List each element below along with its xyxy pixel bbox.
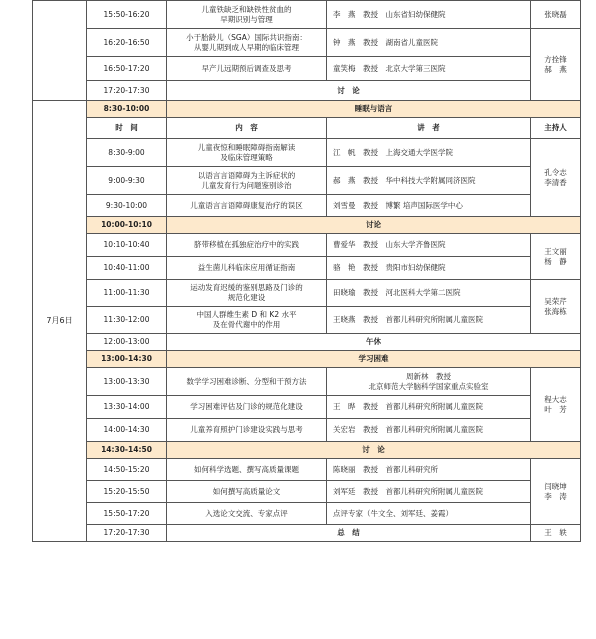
section-time: 10:00-10:10 bbox=[87, 217, 167, 234]
host-cell: 程大志 bbox=[544, 394, 567, 404]
header-content: 内 容 bbox=[167, 118, 327, 139]
time-cell: 11:00-11:30 bbox=[87, 280, 167, 307]
time-cell: 10:10-10:40 bbox=[87, 234, 167, 257]
table-row bbox=[33, 1, 581, 29]
content-cell: 早产儿远期预后调查及思考 bbox=[167, 57, 327, 81]
time-cell: 15:50-17:20 bbox=[87, 503, 167, 525]
speaker-cell: 王 晔 教授 首都儿科研究所附属儿童医院 bbox=[327, 396, 531, 419]
speaker-cell: 钟 燕 教授 湖南省儿童医院 bbox=[327, 29, 531, 57]
host-cell: 王 轶 bbox=[531, 525, 581, 542]
host-cell: 郝 燕 bbox=[544, 64, 567, 74]
host-cell: 张晓磊 bbox=[531, 1, 581, 29]
header-host: 主持人 bbox=[531, 118, 581, 139]
date-cell: 7月6日 bbox=[33, 101, 87, 542]
table-row bbox=[33, 167, 581, 195]
time-cell: 11:30-12:00 bbox=[87, 307, 167, 334]
speaker-cell: 江 帆 教授 上海交通大学医学院 bbox=[327, 139, 531, 167]
header-row bbox=[33, 118, 581, 139]
host-cell: 李 涛 bbox=[544, 491, 567, 501]
speaker-cell: 陈晓丽 教授 首都儿科研究所 bbox=[327, 459, 531, 481]
host-cell: 闫晓坤 bbox=[544, 481, 567, 491]
speaker-cell: 田晓瑜 教授 河北医科大学第二医院 bbox=[327, 280, 531, 307]
host-cell: 孔令志 bbox=[544, 167, 567, 177]
date-cell-empty bbox=[33, 1, 87, 101]
content-cell: 脐带移植在孤独症治疗中的实践 bbox=[167, 234, 327, 257]
section-title: 睡眠与语言 bbox=[167, 101, 581, 118]
section-title: 总 结 bbox=[167, 525, 531, 542]
section-title: 午休 bbox=[167, 334, 581, 351]
header-speaker: 讲 者 bbox=[327, 118, 531, 139]
content-cell: 儿童铁缺乏和缺铁性贫血的 bbox=[201, 4, 292, 14]
speaker-cell: 刘军廷 教授 首都儿科研究所附属儿童医院 bbox=[327, 481, 531, 503]
speaker-cell: 点评专家（牛文全、刘军廷、姜霞） bbox=[327, 503, 531, 525]
time-cell: 14:50-15:20 bbox=[87, 459, 167, 481]
section-row bbox=[33, 217, 581, 234]
table-row bbox=[33, 280, 581, 307]
table-row bbox=[33, 481, 581, 503]
host-cell: 王文丽 bbox=[544, 246, 567, 256]
section-row bbox=[33, 525, 581, 542]
content-cell: 儿童养育照护门诊建设实践与思考 bbox=[167, 419, 327, 442]
table-row bbox=[33, 396, 581, 419]
table-row bbox=[33, 307, 581, 334]
content-cell: 儿童夜惊和睡眠障碍指南解读 bbox=[197, 142, 296, 152]
host-cell: 方拴锋 bbox=[544, 54, 567, 64]
speaker-cell: 王晓燕 教授 首都儿科研究所附属儿童医院 bbox=[327, 307, 531, 334]
content-cell: 规范化建设 bbox=[227, 293, 266, 302]
section-title: 讨 论 bbox=[167, 442, 581, 459]
table-row bbox=[33, 419, 581, 442]
time-cell: 13:30-14:00 bbox=[87, 396, 167, 419]
section-row bbox=[33, 101, 581, 118]
speaker-cell: 童笑梅 教授 北京大学第三医院 bbox=[327, 57, 531, 81]
content-cell: 如何科学选题、撰写高质量课题 bbox=[167, 459, 327, 481]
time-cell: 10:40-11:00 bbox=[87, 257, 167, 280]
content-cell: 儿童语言言语障碍康复治疗的误区 bbox=[167, 195, 327, 217]
section-title: 学习困难 bbox=[167, 351, 581, 368]
time-cell: 13:00-13:30 bbox=[87, 368, 167, 396]
content-cell: 及临床管理策略 bbox=[220, 152, 273, 162]
host-cell: 吴荣芹 bbox=[544, 296, 567, 306]
section-time: 13:00-14:30 bbox=[87, 351, 167, 368]
time-cell: 15:20-15:50 bbox=[87, 481, 167, 503]
content-cell: 如何撰写高质量论文 bbox=[167, 481, 327, 503]
content-cell: 学习困难评估及门诊的规范化建设 bbox=[167, 396, 327, 419]
content-cell: 小于胎龄儿（SGA）国际共识指南： bbox=[186, 32, 307, 42]
section-time: 8:30-10:00 bbox=[87, 101, 167, 118]
host-cell: 杨 静 bbox=[544, 256, 567, 266]
content-cell: 益生菌儿科临床应用循证指南 bbox=[167, 257, 327, 280]
section-row bbox=[33, 442, 581, 459]
speaker-cell: 刘雪曼 教授 博繁 培声国际医学中心 bbox=[327, 195, 531, 217]
table-row bbox=[33, 368, 581, 396]
table-row bbox=[33, 257, 581, 280]
content-cell: 以语言言语障碍为主诉症状的 bbox=[197, 170, 296, 180]
host-cell: 张海栋 bbox=[544, 306, 567, 316]
time-cell: 14:00-14:30 bbox=[87, 419, 167, 442]
content-cell: 及在骨代谢中的作用 bbox=[212, 320, 281, 329]
time-cell: 16:20-16:50 bbox=[87, 29, 167, 57]
content-cell: 数学学习困难诊断、分型和干预方法 bbox=[167, 368, 327, 396]
time-cell: 9:30-10:00 bbox=[87, 195, 167, 217]
table-row bbox=[33, 234, 581, 257]
speaker-cell: 骆 艳 教授 贵阳市妇幼保健院 bbox=[327, 257, 531, 280]
content-cell: 入选论文交流、专家点评 bbox=[167, 503, 327, 525]
content-cell: 运动发育迟缓的鉴别思路及门诊的 bbox=[190, 283, 303, 292]
speaker-cell: 北京师范大学脑科学国家重点实验室 bbox=[368, 381, 489, 391]
section-row bbox=[33, 351, 581, 368]
content-cell: 儿童发育行为问题鉴别诊治 bbox=[201, 180, 292, 190]
section-time: 17:20-17:30 bbox=[87, 525, 167, 542]
header-time: 时 间 bbox=[87, 118, 167, 139]
content-cell: 早期识别与管理 bbox=[220, 14, 273, 24]
section-title: 讨论 bbox=[167, 217, 581, 234]
table-row bbox=[33, 195, 581, 217]
table-row bbox=[33, 459, 581, 481]
time-cell: 16:50-17:20 bbox=[87, 57, 167, 81]
content-cell: 中国人群维生素 D 和 K2 水平 bbox=[196, 310, 297, 319]
section-time: 14:30-14:50 bbox=[87, 442, 167, 459]
host-cell: 李清香 bbox=[544, 177, 567, 187]
table-row bbox=[33, 139, 581, 167]
speaker-cell: 曹爱华 教授 山东大学齐鲁医院 bbox=[327, 234, 531, 257]
time-cell: 17:20-17:30 bbox=[87, 81, 167, 101]
discussion-label: 讨 论 bbox=[167, 81, 531, 101]
time-cell: 15:50-16:20 bbox=[87, 1, 167, 29]
time-cell: 8:30-9:00 bbox=[87, 139, 167, 167]
time-cell: 9:00-9:30 bbox=[87, 167, 167, 195]
table-row bbox=[33, 29, 581, 57]
table-row bbox=[33, 57, 581, 81]
speaker-cell: 周新林 教授 bbox=[406, 371, 451, 381]
speaker-cell: 关宏岩 教授 首都儿科研究所附属儿童医院 bbox=[327, 419, 531, 442]
speaker-cell: 李 燕 教授 山东省妇幼保健院 bbox=[327, 1, 531, 29]
section-row bbox=[33, 334, 581, 351]
schedule-table bbox=[32, 0, 581, 542]
table-row bbox=[33, 503, 581, 525]
section-time: 12:00-13:00 bbox=[87, 334, 167, 351]
content-cell: 从婴儿期到成人早期的临床管理 bbox=[194, 42, 299, 52]
table-row bbox=[33, 81, 581, 101]
speaker-cell: 郝 燕 教授 华中科技大学附属同济医院 bbox=[327, 167, 531, 195]
host-cell: 叶 芳 bbox=[544, 404, 567, 414]
